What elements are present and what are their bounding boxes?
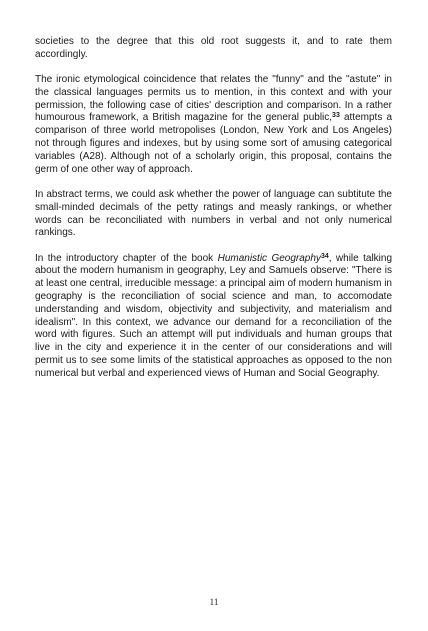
paragraph-3	[35, 189, 392, 240]
paragraph-4-text-end: , while talking about the modern humanism in geography, Ley and Samuels observe: "There is at least one central, irreducible message: a principal aim of modern humanism in geography is the reconciliation of social science and man, to accomodate understanding and wisdom, objectivity and subjectivity, and materialism and idealism". In this context, we advance our demand for a reconciliation of the word with figures. Such an attempt will put individuals and human groups that live in the city and experience it in the center of our considerations and will permit us to see some limits of the statistical approaches as opposed to the non numerical but verbal and experienced views of Human and Social Geography.	[35, 252, 393, 379]
paragraph-2-text-start: The ironic etymological coincidence that relates the "funny" and the "astute" in the classical languages permits us to mention, in this context and with your permission, the following case of cities' description and comparison. In a rather humourous framework, a British magazine for the general public,	[35, 74, 392, 124]
paragraph-4-text-start: In the introductory chapter of the book	[35, 252, 218, 264]
paragraph-4	[35, 253, 392, 381]
paragraph-2-text-end: attempts a comparison of three world metropolises (London, New York and Los Angeles) not through figures and indexes, but by using some sort of amusing categorical variables (A28). Although not of a scholarly origin, this proposal, contains the germ of one other way of approach.	[35, 112, 393, 175]
paragraph-3-text: In abstract terms, we could ask whether the power of language can subtitute the small-minded decimals of the petty ratings and measly rankings, or whether words can be reconciliated with numbers in verbal and not only numerical rankings.	[35, 188, 392, 239]
footnote-ref-33: 33	[332, 112, 340, 120]
page-number: 11	[209, 597, 219, 607]
paragraph-1-text: societies to the degree that this old root suggests it, and to rate them accordingly.	[35, 36, 392, 60]
paragraph-2	[35, 74, 392, 176]
book-title: Humanistic Geography	[217, 252, 321, 264]
footnote-ref-34: 34	[320, 252, 329, 260]
body-text	[35, 36, 392, 393]
paragraph-1	[35, 36, 392, 62]
